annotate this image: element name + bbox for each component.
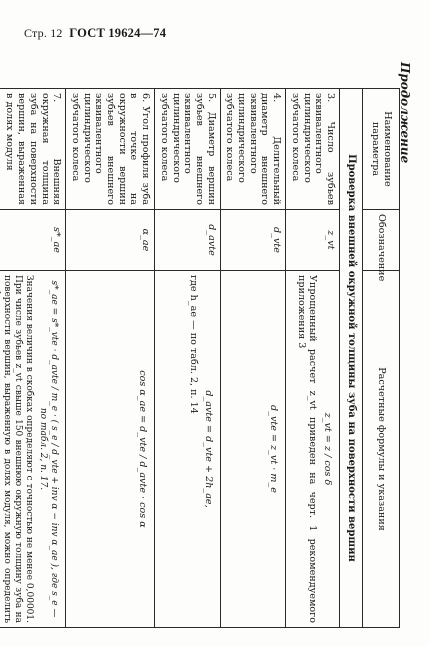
page-number: Стр. 12 <box>24 26 63 40</box>
page-header <box>24 26 166 41</box>
table-row <box>286 89 340 628</box>
row-5-formula-cell <box>155 271 221 628</box>
row-5-param: 5. Диаметр вершин зубьев внешнего эквивалентного цилиндрического зубчатого колеса <box>155 89 221 210</box>
rotated-table-frame <box>2 88 400 628</box>
parameter-table <box>0 88 400 628</box>
row-3-param: 3. Число зубьев эквивалентного цилиндрического зубчатого колеса <box>286 89 340 210</box>
col-header-formula: Расчетные формулы и указания <box>363 271 400 628</box>
table-row <box>155 89 221 628</box>
row-7-param: 7. Внешняя окружная толщина зуба на поверхности вершин, выраженная в долях модуля <box>0 89 66 210</box>
section-row <box>340 89 363 628</box>
row-5-symbol: d_avte <box>155 210 221 271</box>
row-3-formula: z_vt = z / cos δ <box>322 412 333 486</box>
row-7-note-1: Значения величин в скобках определяют с точностью не менее 0,00001. При числе зубьев z_vt свыше 150 внешнюю окружную толщину зуба на поверхности вершин, выраженную в долях модуля, можно определить <box>2 275 35 623</box>
row-3-formula-cell <box>286 271 340 628</box>
row-7-formula: s*_ae = s*_vte · d_avte / m_e · ( s_e / d_vte + inv α − inv α_ae ), где s_e — по табл. 2, п. 17. <box>38 280 60 618</box>
col-header-symbol: Обозначение <box>363 210 400 271</box>
continued-label: Продолжение <box>398 62 412 164</box>
section-title: Проверка внешней окружной толщины зуба на поверхности вершин <box>340 89 363 628</box>
table-row <box>0 89 66 628</box>
row-5-formula: d_avte = d_vte + 2h_ae, <box>202 390 214 508</box>
table-row <box>220 89 286 628</box>
standard-code: ГОСТ 19624—74 <box>69 26 167 40</box>
row-4-formula: d_vte = z_vt · m_e <box>268 405 280 493</box>
table-row <box>66 89 155 628</box>
row-3-symbol: z_vt <box>286 210 340 271</box>
row-4-param: 4. Делительный диаметр внешнего эквивалентного цилиндрического зубчатого колеса <box>220 89 286 210</box>
row-5-note: где h_ae — по табл. 2, п. 14 <box>187 275 199 414</box>
row-6-symbol: α_ae <box>66 210 155 271</box>
col-header-parameter: Наименование параметра <box>363 89 400 210</box>
row-6-formula: cos α_ae = d_vte / d_avte · cos α <box>137 370 149 528</box>
row-4-formula-cell <box>220 271 286 628</box>
row-7-formula-cell <box>0 271 66 628</box>
table-header-row <box>363 89 400 628</box>
row-3-note: Упрощенный расчет z_vt приведен на черт. 1 рекомендуемого приложения 3 <box>295 275 319 623</box>
row-6-formula-cell <box>66 271 155 628</box>
row-4-symbol: d_vte <box>220 210 286 271</box>
row-7-symbol: s*_ae <box>0 210 66 271</box>
row-6-param: 6. Угол профиля зуба в точке на окружности вершин зубьев внешнего эквивалентного цилиндрического зубчатого колеса <box>66 89 155 210</box>
